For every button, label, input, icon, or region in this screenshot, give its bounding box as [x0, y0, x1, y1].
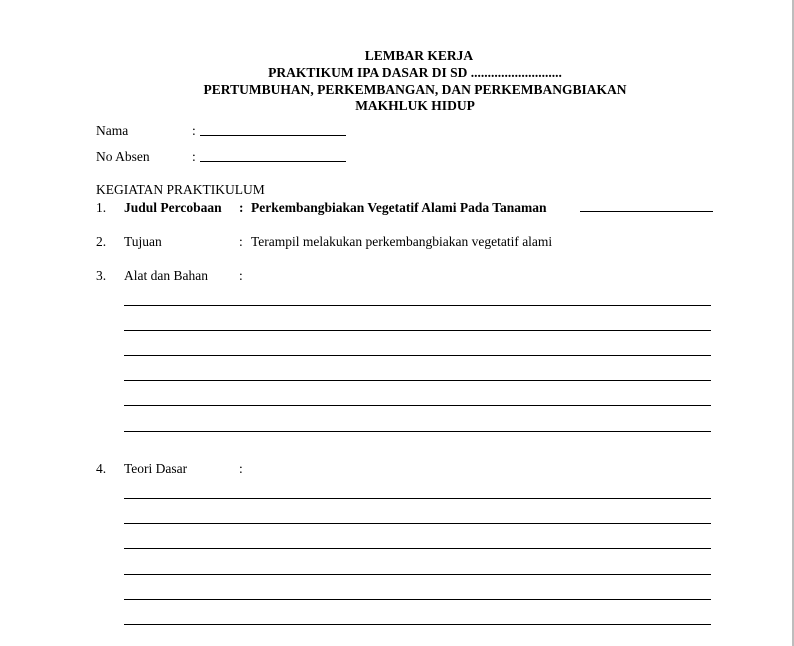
teori-dasar-line-5[interactable] — [124, 599, 711, 600]
item-3-label: Alat dan Bahan — [124, 268, 208, 283]
teori-dasar-line-4[interactable] — [124, 574, 711, 575]
item-1-label: Judul Percobaan — [124, 200, 222, 215]
teori-dasar-line-6[interactable] — [124, 624, 711, 625]
item-4-label: Teori Dasar — [124, 461, 188, 476]
teori-dasar-line-3[interactable] — [124, 548, 711, 549]
item-3-colon: : — [239, 268, 243, 283]
item-2-value: Terampil melakukan perkembangbiakan vegetatif alami — [251, 234, 553, 249]
worksheet-subtitle: PRAKTIKUM IPA DASAR DI SD ........................... — [268, 65, 562, 80]
worksheet-topic: PERTUMBUHAN, PERKEMBANGAN, DAN PERKEMBANGBIAKAN — [203, 82, 627, 97]
alat-bahan-line-2[interactable] — [124, 330, 711, 331]
alat-bahan-line-5[interactable] — [124, 405, 711, 406]
alat-bahan-line-6[interactable] — [124, 431, 711, 432]
name-field[interactable] — [200, 135, 346, 136]
alat-bahan-line-4[interactable] — [124, 380, 711, 381]
item-1-value: Perkembangbiakan Vegetatif Alami Pada Tanaman — [251, 200, 547, 215]
alat-bahan-line-1[interactable] — [124, 305, 711, 306]
item-1-number: 1. — [96, 200, 107, 215]
alat-bahan-line-3[interactable] — [124, 355, 711, 356]
item-2-label: Tujuan — [124, 234, 162, 249]
item-1-fill-line[interactable] — [580, 211, 713, 212]
absen-label: No Absen — [96, 149, 150, 164]
absen-field[interactable] — [200, 161, 346, 162]
name-label: Nama — [96, 123, 129, 138]
worksheet-title: LEMBAR KERJA — [364, 48, 474, 63]
teori-dasar-line-2[interactable] — [124, 523, 711, 524]
item-3-number: 3. — [96, 268, 107, 283]
name-colon: : — [192, 123, 196, 138]
item-2-number: 2. — [96, 234, 107, 249]
item-2-colon: : — [239, 234, 243, 249]
section-title: KEGIATAN PRAKTIKULUM — [96, 182, 265, 197]
worksheet-topic-continued: MAKHLUK HIDUP — [355, 98, 475, 113]
item-4-number: 4. — [96, 461, 107, 476]
item-4-colon: : — [239, 461, 243, 476]
item-1-colon: : — [239, 200, 244, 215]
teori-dasar-line-1[interactable] — [124, 498, 711, 499]
absen-colon: : — [192, 149, 196, 164]
